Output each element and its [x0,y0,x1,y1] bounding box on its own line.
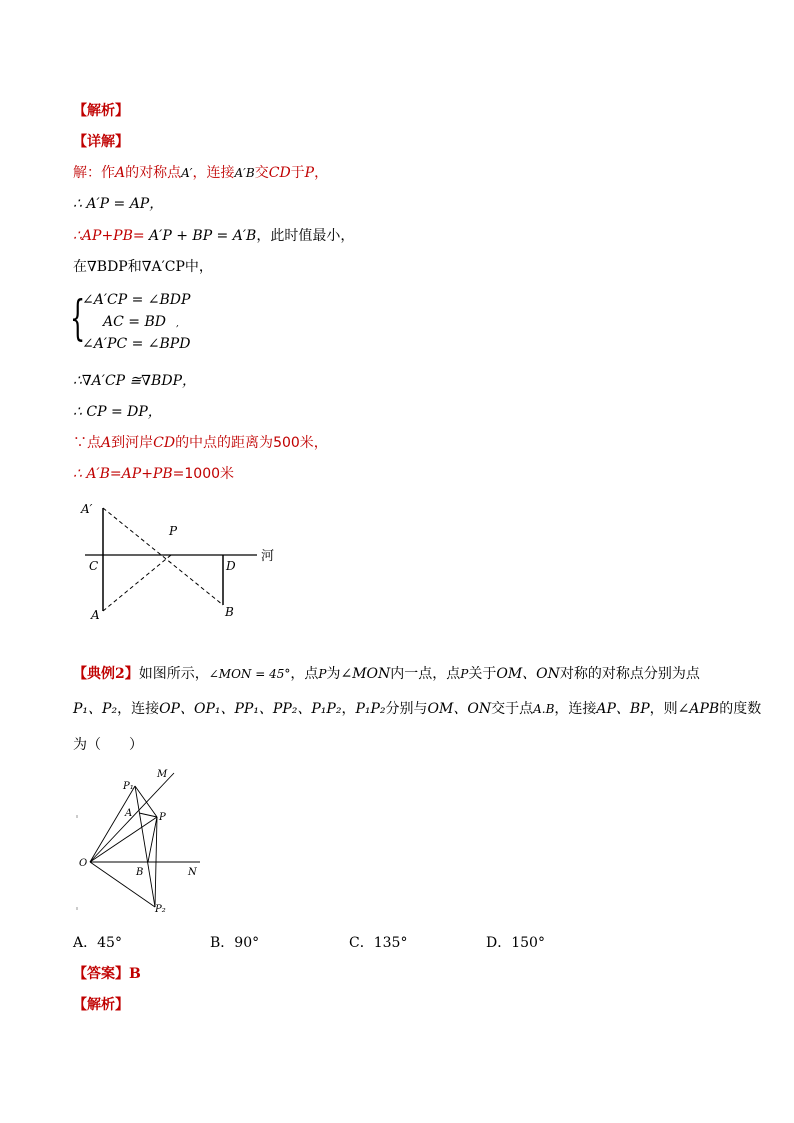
label-a: A [91,608,100,622]
text: ∵点 [73,435,101,451]
text: ∠MON = 45° [208,667,291,681]
text: 米 [220,466,235,482]
text: 到河岸 [111,435,154,451]
option-value: 150° [511,935,545,951]
label-b: B [136,867,144,878]
option-c[interactable] [349,933,407,953]
text: 的度数 [719,701,762,717]
label-a-prime: A′ [81,502,93,516]
label-b: B [225,605,234,619]
solution-step-7 [73,433,328,453]
label-p: P [169,524,178,538]
segment-op1 [90,786,135,862]
answer-value: B [129,966,141,982]
river-figure [75,495,285,625]
option-value: 135° [373,935,408,951]
text: ， [341,701,356,717]
solution-step-2: ∴ A′P = AP， [73,196,164,212]
label-m: M [157,769,168,780]
label-p: P [159,812,166,823]
system-tail: , [176,319,179,329]
label-c: C [89,559,99,573]
answer-line [73,964,141,984]
option-a[interactable] [73,933,122,953]
text: ，连接 [117,701,160,717]
option-value: 90° [234,935,260,951]
segment-op2 [90,862,155,907]
option-letter: A． [73,935,98,951]
text: ，此时值最小， [256,228,355,244]
solution-step-5: ∴∇A′CP ≅∇BDP， [73,373,196,389]
system-eq-3: ∠A′PC = ∠BPD [82,336,191,352]
angle-figure [73,765,208,917]
text: ，点 [290,666,319,682]
text: P [460,667,469,681]
text: 关于 [468,666,497,682]
text: ， [314,165,329,181]
solution-step-1 [73,163,328,183]
text: CD [153,435,176,451]
text: ∠MON [340,666,391,682]
text: 对称的对称点分别为点 [559,666,700,682]
text: A′B [234,166,255,180]
example-2-line-1 [73,664,700,684]
text: 解：作 [73,165,115,181]
text: ，则 [649,701,678,717]
answer-label: 【答案】 [73,966,129,982]
text: 交于点 [491,701,534,717]
text: 的对称点 [125,165,182,181]
text: A [115,165,126,181]
text: AP、BP [596,701,650,717]
text: A [101,435,112,451]
segment-bp [148,817,157,862]
label-p1: P₁ [123,781,134,792]
segment-op [90,817,157,862]
label-n: N [188,867,197,878]
text: ，连接 [192,165,235,181]
text: 交 [254,165,269,181]
text: 内一点，点 [390,666,461,682]
text: 500 [273,435,300,451]
text: 的中点的距离为 [175,435,274,451]
text: 米， [299,435,328,451]
label-river: 河 [261,549,275,564]
option-value: 45° [97,935,122,951]
text: P₁、P₂ [73,701,118,717]
text: ，连接 [554,701,597,717]
text: P₁P₂ [355,701,386,717]
system-eq-1: ∠A′CP = ∠BDP [82,292,191,308]
example-2-line-2 [73,699,761,719]
text: P [304,165,315,181]
option-letter: C． [349,935,374,951]
text: 1000 [184,466,221,482]
text: ∠APB [677,701,720,717]
option-b[interactable] [210,933,259,953]
text: A′ [181,166,193,180]
text: 如图所示， [138,666,209,682]
example-2-line-3: 为（ ） [73,737,143,753]
text: 为 [326,666,341,682]
text: OM、ON [427,701,492,717]
text: CD [268,165,291,181]
solution-step-6: ∴ CP = DP， [73,404,162,420]
text: 于 [290,165,305,181]
detail-heading: 【详解】 [73,134,129,150]
label-o: O [79,858,88,869]
label-a: A [125,808,133,819]
option-letter: B． [210,935,235,951]
option-d[interactable] [486,933,545,953]
text: A′P + BP = A′B [144,228,257,244]
analysis-heading: 【解析】 [73,103,129,119]
text: A.B [533,702,555,716]
text: = [172,466,185,482]
system-brace: { [70,290,86,346]
label-p2: P₂ [155,904,166,915]
label-d: D [226,559,236,573]
system-eq-2: AC = BD [103,314,166,330]
segment-a-prime-b [103,508,223,605]
text: OM、ON [496,666,560,682]
text: OP、OP₁、PP₁、PP₂、P₁P₂ [159,701,342,717]
text: 分别与 [385,701,428,717]
text: P [318,667,327,681]
text: 【典例2】 [73,666,139,682]
segment-a-p [103,555,171,611]
solution-step-8 [73,464,234,484]
option-letter: D． [486,935,512,951]
segment-pp1 [135,786,157,817]
analysis-heading-2: 【解析】 [73,997,129,1013]
text: ∴ A′B=AP+PB [73,466,173,482]
solution-step-4: 在∇BDP和∇A′CP中， [73,259,213,275]
solution-step-3 [73,226,354,246]
text: ∴AP+PB= [73,228,145,244]
